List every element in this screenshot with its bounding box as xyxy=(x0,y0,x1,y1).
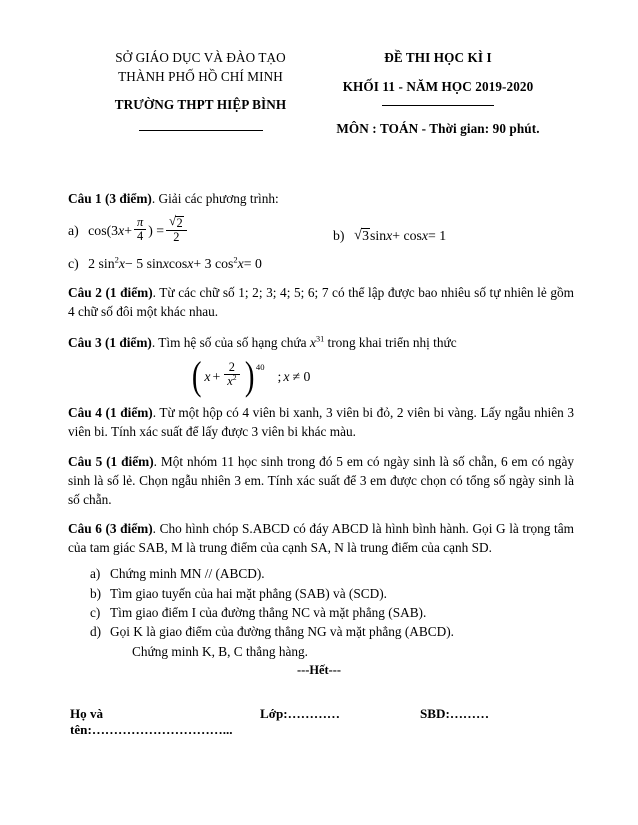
question-3-text-before: . Tìm hệ số của số hạng chứa xyxy=(151,335,310,351)
equation-1c-term1: 2 sin xyxy=(88,255,115,271)
subitem-marker: d) xyxy=(90,624,102,640)
equation-1b-sin: sin xyxy=(370,227,387,243)
subitem-text: Chứng minh MN // (ABCD). xyxy=(110,566,265,582)
equation-1c-x3: x xyxy=(187,255,194,271)
equation-1b-plus-cos: + cos xyxy=(392,227,422,243)
sqrt-icon xyxy=(354,228,370,244)
subitem-marker: b) xyxy=(90,585,102,601)
equation-1c-term4: + 3 cos xyxy=(193,255,234,271)
question-2 xyxy=(68,284,574,322)
binomial-x: x xyxy=(204,368,211,384)
question-4-text: . Từ một hộp có 4 viên bi xanh, 3 viên bi đỏ, 2 viên bi vàng. Lấy ngẫu nhiên 3 viên bi. Tính xác suất để lấy được 3 viên bi khác màu. xyxy=(68,405,575,439)
equation-1a-denominator: 2 xyxy=(166,230,187,244)
question-3-variable: x xyxy=(309,335,316,351)
question-6-text: . Cho hình chóp S.ABCD có đáy ABCD là hình bình hành. Gọi G là trọng tâm của tam giác SAB, M là trung điểm của cạnh SA, N là trung điểm của cạnh SD. xyxy=(68,521,574,556)
equation-1a-var: x xyxy=(118,223,125,239)
document-header xyxy=(0,48,638,138)
binomial-numerator: 2 xyxy=(228,359,235,374)
list-item xyxy=(68,584,574,603)
equation-1a-cos: cos(3 xyxy=(88,223,119,239)
department-line-2: THÀNH PHỐ HỒ CHÍ MINH xyxy=(118,69,283,85)
question-1-equations-row xyxy=(68,215,574,246)
equation-1c xyxy=(68,254,574,274)
equation-1a xyxy=(68,215,333,246)
equation-1a-equals: = xyxy=(156,223,165,239)
binomial-fraction xyxy=(224,361,239,388)
equation-1b-radicand: 3 xyxy=(362,227,370,243)
right-paren-icon: ) xyxy=(244,353,255,399)
header-exam-block xyxy=(323,48,553,138)
student-name-field[interactable]: Họ và tên:…………………………... xyxy=(70,706,233,737)
equation-1b-equals: = 1 xyxy=(428,227,447,243)
exam-grade-year: KHỐI 11 - NĂM HỌC 2019-2020 xyxy=(342,78,534,94)
equation-1a-plus: + xyxy=(124,223,132,239)
equation-1a-close-paren: ) xyxy=(148,223,153,239)
equation-1c-x1: x xyxy=(118,255,126,271)
subitem-marker: c) xyxy=(90,605,101,621)
department-line-1: SỞ GIÁO DỤC VÀ ĐÀO TẠO xyxy=(115,50,286,65)
subitem-text: Tìm giao điểm I của đường thẳng NC và mặt phẳng (SAB). xyxy=(110,605,427,621)
question-1-label: Câu 1 (3 điểm) xyxy=(68,191,152,206)
question-6-label: Câu 6 (3 điểm) xyxy=(68,521,153,537)
question-5-label: Câu 5 (1 điểm) xyxy=(68,453,154,469)
question-4 xyxy=(68,404,574,442)
equation-1b-x1: x xyxy=(386,227,393,243)
equation-1a-pi: π xyxy=(136,215,144,230)
binomial-inner xyxy=(203,359,242,390)
equation-1b xyxy=(333,218,446,244)
list-item xyxy=(68,622,574,641)
end-of-exam-mark: ---Hết--- xyxy=(296,663,342,677)
question-5-text: . Một nhóm 11 học sinh trong đó 5 em có ngày sinh là số chẵn, 6 em có ngày sinh là số lẻ. Chọn ngẫu nhiên 3 em. Tính xác suất để 3 em được chọn có tổng số ngày sinh là số chẵn. xyxy=(68,453,574,507)
subitem-text: Gọi K là giao điểm của đường thẳng NG và mặt phẳng (ABCD). xyxy=(110,624,455,640)
question-4-label: Câu 4 (1 điểm) xyxy=(68,405,153,421)
question-3-text-after: trong khai triển nhị thức xyxy=(324,335,457,351)
equation-1c-term5: = 0 xyxy=(243,255,262,271)
equation-1a-pi-over-4 xyxy=(134,216,146,243)
question-3-exponent: 31 xyxy=(315,334,325,344)
equation-1a-numerator xyxy=(166,216,187,230)
question-1-text: . Giải các phương trình: xyxy=(151,191,279,206)
equation-1a-four: 4 xyxy=(134,229,146,243)
binomial-denominator: $x^2$ xyxy=(224,374,239,388)
question-6-subitem-d-continuation: Chứng minh K, B, C thẳng hàng. xyxy=(132,643,309,659)
question-3 xyxy=(68,333,574,353)
question-3-binomial-expression xyxy=(68,353,574,399)
student-class-field[interactable]: Lớp:………… xyxy=(260,706,341,721)
equation-1c-term2: − 5 sin xyxy=(125,255,163,271)
list-item xyxy=(68,564,574,583)
binomial-plus: + xyxy=(212,368,221,384)
left-paren-icon: ( xyxy=(191,353,202,399)
equation-1a-sqrt2-over-2 xyxy=(166,216,187,244)
exam-subject-duration: MÔN : TOÁN - Thời gian: 90 phút. xyxy=(336,120,540,136)
sqrt-icon: √ 2 xyxy=(169,216,184,230)
equation-1c-x4: x xyxy=(237,255,244,271)
equation-1c-exp2: 2 xyxy=(233,254,238,265)
question-6 xyxy=(68,520,574,558)
equation-1b-x2: x xyxy=(421,227,429,243)
list-item xyxy=(68,603,574,622)
binomial-power: 40 xyxy=(255,362,265,373)
equation-1c-marker: c) xyxy=(68,255,79,271)
equation-1c-exp1: 2 xyxy=(114,254,119,265)
equation-1c-term3: cos xyxy=(168,255,188,271)
binomial-condition: ; x ≠ 0 xyxy=(277,368,311,384)
header-left-divider xyxy=(139,130,263,131)
subitem-marker: a) xyxy=(90,566,101,582)
question-6-subitems xyxy=(68,564,574,642)
question-2-text: . Từ các chữ số 1; 2; 3; 4; 5; 6; 7 có thể lập được bao nhiêu số tự nhiên lẻ gồm 4 chữ số đôi một khác nhau. xyxy=(68,285,574,320)
equation-1b-marker: b) xyxy=(333,227,345,243)
student-id-field[interactable]: SBD:……… xyxy=(420,706,490,721)
question-5 xyxy=(68,453,574,510)
binomial-group xyxy=(190,353,311,399)
equation-1a-marker: a) xyxy=(68,223,79,239)
subitem-text: Tìm giao tuyến của hai mặt phẳng (SAB) và (SCD). xyxy=(110,585,387,601)
exam-body xyxy=(68,190,574,661)
school-name: TRƯỜNG THPT HIỆP BÌNH xyxy=(114,97,287,113)
equation-1c-x2: x xyxy=(162,255,169,271)
question-3-label: Câu 3 (1 điểm) xyxy=(68,335,152,351)
question-1-prompt xyxy=(68,190,574,209)
question-2-label: Câu 2 (1 điểm) xyxy=(68,285,153,301)
exam-title: ĐỀ THI HỌC KÌ I xyxy=(384,50,492,65)
header-school-block xyxy=(88,48,313,131)
student-info-line xyxy=(70,706,570,738)
